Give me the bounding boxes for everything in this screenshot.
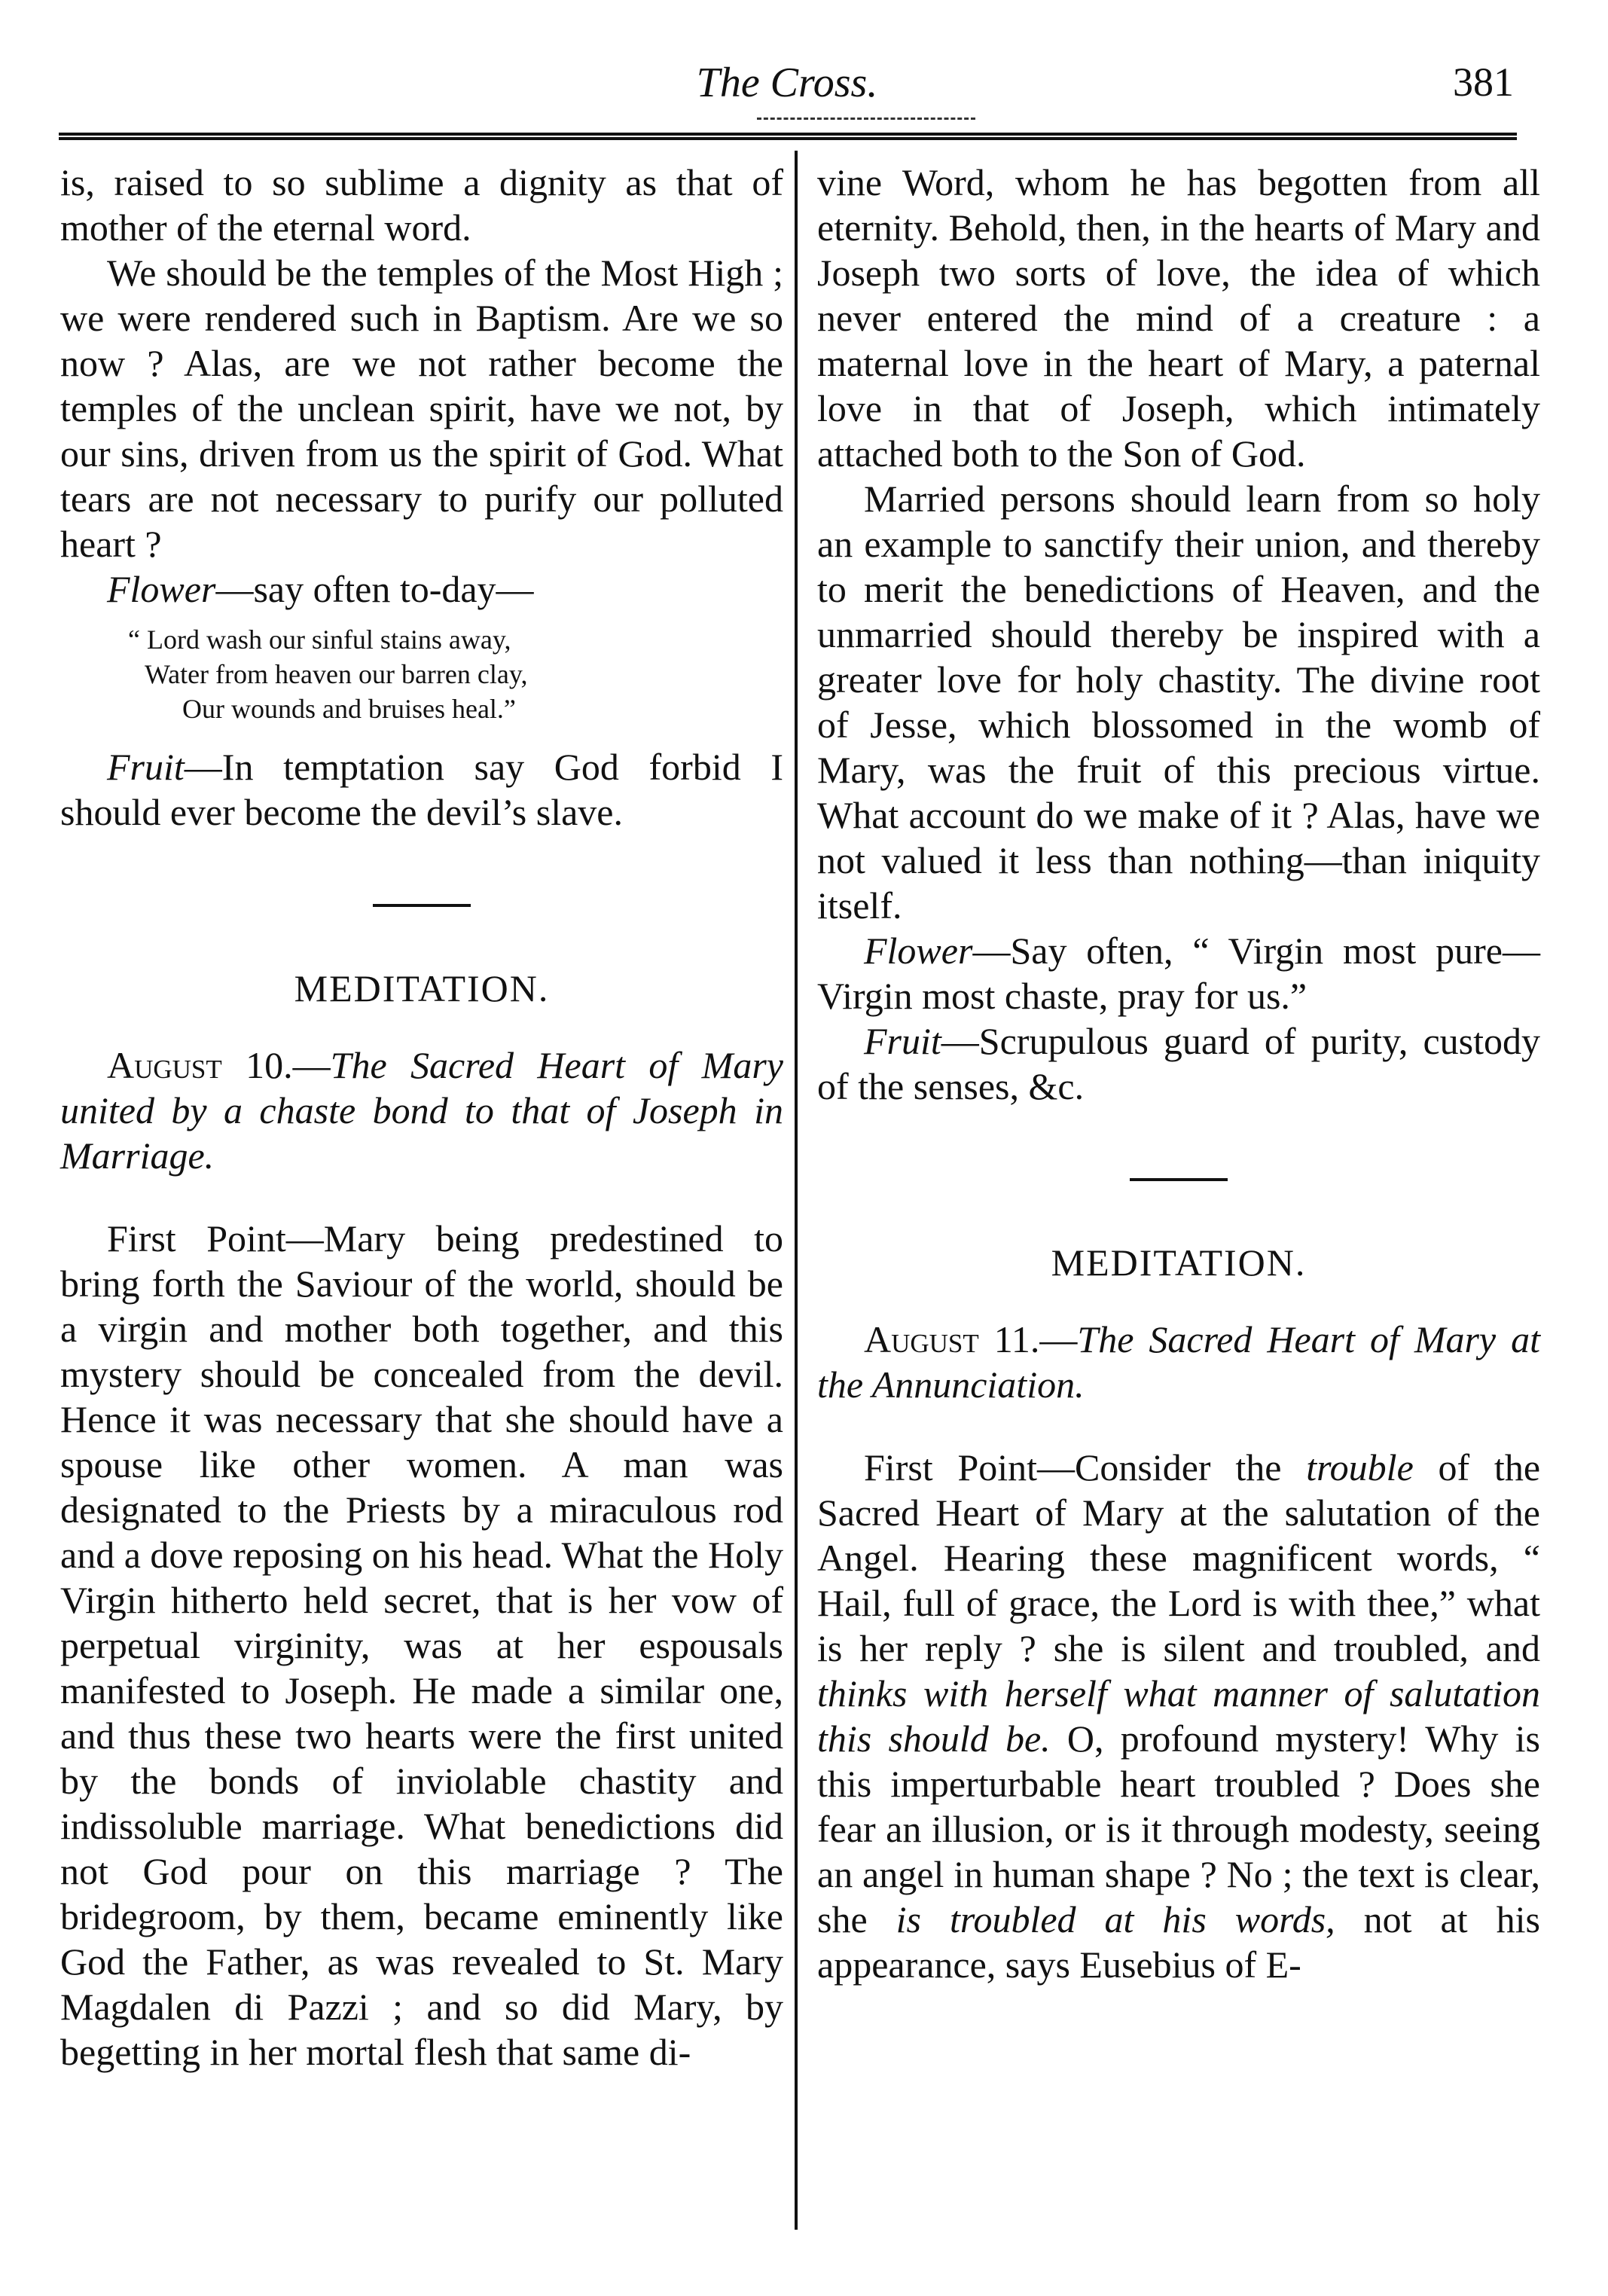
section-divider — [373, 904, 471, 907]
section-divider — [1130, 1178, 1228, 1181]
fruit-label: Fruit — [864, 1020, 941, 1062]
text-run: O, profound mystery! Why is this imperturbable heart troubled ? Does she fear an illusion, or is it through modesty, seeing an angel in human shape ? No ; the text is clear, she — [817, 1717, 1540, 1940]
left-column — [60, 160, 783, 2075]
meditation-subtitle: The Sacred Heart of Mary at the Annunciation. — [817, 1318, 1540, 1406]
italic-run: thinks with herself what manner of salutation this should be. — [817, 1672, 1540, 1760]
right-flower — [817, 928, 1540, 1018]
flower-label: Flower — [864, 930, 973, 972]
verse — [60, 622, 783, 726]
flower-label: Flower — [107, 568, 216, 610]
text-run: First Point—Consider the — [864, 1446, 1307, 1488]
meditation-subtitle: The Sacred Heart of Mary united by a chaste bond to that of Joseph in Marriage. — [60, 1044, 783, 1177]
right-paragraph-2: Married persons should learn from so holy an example to sanctify their union, and thereby to merit the benedictions of Heaven, and the unmarried should thereby be inspired with a greater love for holy chastity. The divine root of Jesse, which blossomed in the womb of Mary, was the fruit of this precious virtue. What account do we make of it ? Alas, have we not valued it less than nothing—than iniquity itself. — [817, 478, 1540, 927]
left-fruit — [60, 744, 783, 835]
running-title: The Cross. — [696, 60, 878, 106]
fruit-text: —Scrupulous guard of purity, custody of the senses, &c. — [817, 1020, 1540, 1107]
left-paragraph-2: We should be the temples of the Most High ; we were rendered such in Baptism. Are we so now ? Alas, are we not rather become the temples of the unclean spirit, have we not, by our sins, driven from us the spirit of God. What tears are not necessary to purify our polluted heart ? — [60, 252, 783, 565]
right-paragraph-1: vine Word, whom he has begotten from all eternity. Behold, then, in the hearts of Mary and Joseph two sorts of love, the idea of which never entered the mind of a creature : a maternal love in the heart of Mary, a paternal love in that of Joseph, which intimately attached both to the Son of God. — [817, 161, 1540, 475]
left-paragraph-1: is, raised to so sublime a dignity as that of mother of the eternal word. — [60, 161, 783, 249]
fruit-text: —In temptation say God forbid I should ever become the devil’s slave. — [60, 746, 783, 833]
meditation-date: August 11.— — [864, 1318, 1078, 1360]
meditation-heading: MEDITATION. — [294, 967, 550, 1009]
text-run: of the Sacred Heart of Mary at the salutation of the Angel. Hearing these magnificent words, “ Hail, full of grace, the Lord is with thee,” what is her reply ? she is silent and troubled, and — [817, 1446, 1541, 1669]
fruit-label: Fruit — [107, 746, 185, 788]
page-number: 381 — [1453, 60, 1514, 105]
header-double-rule — [59, 133, 1517, 140]
verse-line-1: “ Lord wash our sinful stains away, — [128, 624, 511, 655]
flower-text: —say often to-day— — [215, 568, 534, 610]
running-head — [60, 59, 1514, 127]
column-divider — [795, 151, 798, 2230]
title-underline — [757, 118, 975, 120]
left-paragraph-3: First Point—Mary being predestined to bring forth the Saviour of the world, should be a virgin and mother both together, and this mystery should be concealed from the devil. Hence it was necessary that she should have a spouse like other women. A man was designated to the Priests by a miraculous rod and a dove reposing on his head. What the Holy Virgin hitherto held secret, that is her vow of perpetual virginity, was at her espousals manifested to Joseph. He made a similar one, and thus these two hearts were the first united by the bonds of inviolable chastity and indissoluble marriage. What benedictions did not God pour on this marriage ? The bridegroom, by them, became eminently like God the Father, as was revealed to St. Mary Magdalen di Pazzi ; and so did Mary, by begetting in her mortal flesh that same di- — [60, 1217, 783, 2073]
meditation-title — [817, 1317, 1540, 1407]
flower-text: —Say often, “ Virgin most pure—Virgin most chaste, pray for us.” — [817, 930, 1540, 1017]
right-column — [817, 160, 1540, 1987]
meditation-title — [60, 1043, 783, 1178]
text-run: not at his appearance, says Eusebius of E- — [817, 1898, 1540, 1986]
meditation-date: August 10.— — [107, 1044, 331, 1086]
italic-run: is troubled at his words, — [896, 1898, 1335, 1940]
verse-line-3: Our wounds and bruises heal.” — [182, 694, 516, 724]
meditation-heading: MEDITATION. — [1051, 1241, 1307, 1284]
right-fruit — [817, 1018, 1540, 1109]
italic-run: trouble — [1306, 1446, 1414, 1488]
verse-line-2: Water from heaven our barren clay, — [145, 659, 528, 689]
right-paragraph-3 — [817, 1445, 1540, 1987]
left-flower — [60, 566, 783, 612]
